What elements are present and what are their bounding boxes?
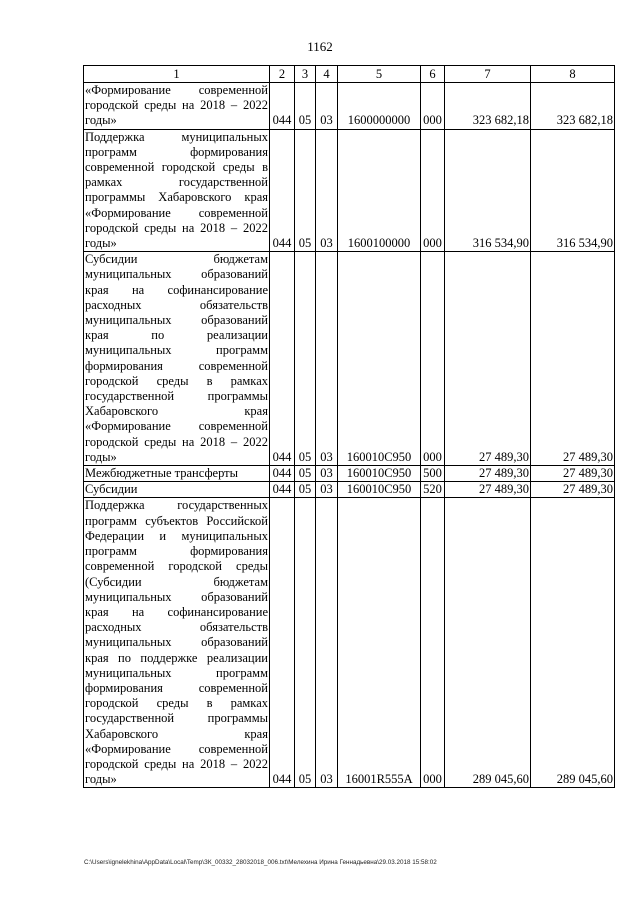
expense-type-code: 000 (421, 498, 445, 788)
row-name: Субсидии (84, 482, 270, 498)
table-row (84, 466, 615, 482)
row-name: Поддержка муниципальных программ формирования современной городской среды в рамках государственной программы Хабаровского края «Формирование современной городской среды на 2018 – 2022 годы» (85, 129, 268, 251)
row-name: Субсидии бюджетам муниципальных образований края на софинансирование расходных обязательств муниципальных образований края по реализации муниципальных программ формирования современной городской среды в рамках государственной программы Хабаровского края «Формирование современной городской среды на 2018 – 2022 годы» (85, 252, 268, 464)
row-name: Поддержка государственных программ субъектов Российской Федерации и муниципальных программ формирования современной городской среды (Субсидии бюджетам муниципальных образований края на софинансирование расходных обязательств муниципальных образований края по поддержке реализации муниципальных программ формирования современной городской среды в рамках государственной программы Хабаровского края «Формирование современной городской среды на 2018 – 2022 годы» (85, 498, 268, 787)
header-row (84, 66, 615, 83)
table-row (84, 83, 615, 130)
amount-col8: 27 489,30 (531, 252, 615, 466)
ministry-code: 044 (270, 129, 295, 252)
column-header: 2 (270, 66, 295, 83)
expense-type-code: 000 (421, 252, 445, 466)
target-article-code: 16001R555A (338, 498, 421, 788)
target-article-code: 1600000000 (338, 83, 421, 130)
amount-col7: 27 489,30 (445, 482, 531, 498)
amount-col8: 27 489,30 (531, 482, 615, 498)
subsection-code: 03 (316, 129, 338, 252)
column-header: 4 (316, 66, 338, 83)
section-code: 05 (295, 83, 316, 130)
expense-type-code: 000 (421, 83, 445, 130)
column-header: 1 (84, 66, 270, 83)
subsection-code: 03 (316, 466, 338, 482)
target-article-code: 160010С950 (338, 482, 421, 498)
amount-col7: 27 489,30 (445, 252, 531, 466)
section-code: 05 (295, 466, 316, 482)
ministry-code: 044 (270, 83, 295, 130)
file-path-footer: C:\Users\ignelekhina\AppData\Local\Temp\ЗК_00332_28032018_006.txt\Мелехина Ирина Геннадьевна\29.03.2018 15:58:02 (84, 859, 437, 866)
amount-col8: 323 682,18 (531, 83, 615, 130)
row-name: Межбюджетные трансферты (84, 466, 270, 482)
amount-col7: 289 045,60 (445, 498, 531, 788)
ministry-code: 044 (270, 498, 295, 788)
column-header: 6 (421, 66, 445, 83)
table-row (84, 252, 615, 466)
amount-col7: 316 534,90 (445, 129, 531, 252)
amount-col7: 27 489,30 (445, 466, 531, 482)
section-code: 05 (295, 482, 316, 498)
expense-type-code: 000 (421, 129, 445, 252)
table-row (84, 498, 615, 788)
column-header: 3 (295, 66, 316, 83)
table-row (84, 482, 615, 498)
amount-col8: 316 534,90 (531, 129, 615, 252)
target-article-code: 1600100000 (338, 129, 421, 252)
ministry-code: 044 (270, 482, 295, 498)
amount-col8: 289 045,60 (531, 498, 615, 788)
row-name: «Формирование современной городской среды на 2018 – 2022 годы» (85, 83, 268, 128)
page-number: 1162 (307, 39, 333, 54)
subsection-code: 03 (316, 482, 338, 498)
target-article-code: 160010С950 (338, 466, 421, 482)
amount-col7: 323 682,18 (445, 83, 531, 130)
column-header: 7 (445, 66, 531, 83)
section-code: 05 (295, 129, 316, 252)
ministry-code: 044 (270, 466, 295, 482)
column-header: 8 (531, 66, 615, 83)
amount-col8: 27 489,30 (531, 466, 615, 482)
section-code: 05 (295, 252, 316, 466)
target-article-code: 160010С950 (338, 252, 421, 466)
subsection-code: 03 (316, 252, 338, 466)
table-row (84, 129, 615, 252)
expense-type-code: 500 (421, 466, 445, 482)
subsection-code: 03 (316, 83, 338, 130)
budget-table (83, 65, 615, 788)
section-code: 05 (295, 498, 316, 788)
ministry-code: 044 (270, 252, 295, 466)
subsection-code: 03 (316, 498, 338, 788)
column-header: 5 (338, 66, 421, 83)
expense-type-code: 520 (421, 482, 445, 498)
